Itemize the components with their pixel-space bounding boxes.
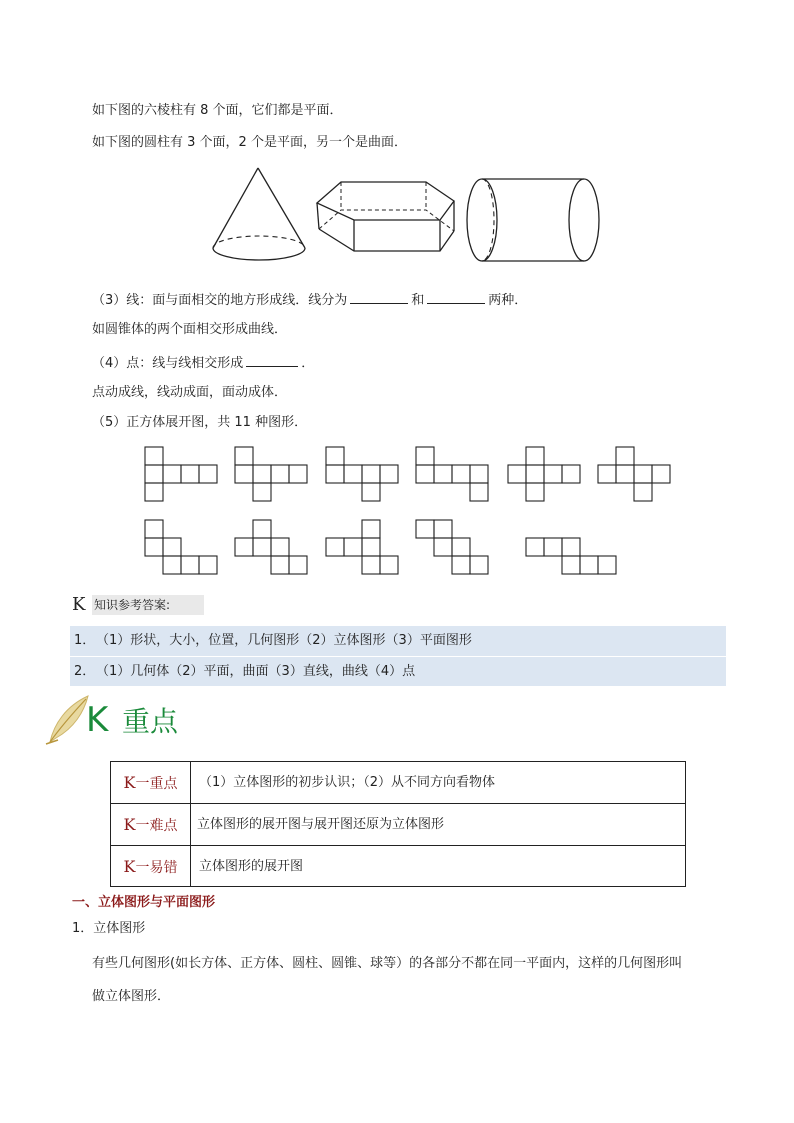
net-square <box>362 520 380 538</box>
line-types-note: 如圆锥体的两个面相交形成曲线． <box>92 322 288 337</box>
net-square <box>199 556 217 574</box>
net-square <box>526 483 544 501</box>
definition-paragraph-line-2: 做立体图形． <box>92 989 171 1004</box>
cube-net <box>526 538 616 574</box>
cube-net <box>326 447 398 501</box>
net-square <box>598 465 616 483</box>
key-row-difficulty: K一难点 立体图形的展开图与展开图还原为立体图形 <box>111 804 685 846</box>
net-square <box>163 556 181 574</box>
cube-net <box>145 447 217 501</box>
net-square <box>344 538 362 556</box>
net-square <box>434 538 452 556</box>
intro-line-cylinder: 如下图的圆柱有 3 个面，2 个是平面，另一个是曲面． <box>92 135 407 150</box>
net-square <box>634 483 652 501</box>
net-square <box>544 538 562 556</box>
cube-net <box>235 447 307 501</box>
answers-k-marker: K <box>72 594 86 615</box>
cube-net <box>416 447 488 501</box>
cube-net <box>598 447 670 501</box>
answer-item: 2． （1）几何体（2）平面，曲面（3）直线，曲线（4）点 <box>70 656 726 687</box>
cube-nets-title: （5）正方体展开图，共 11 种图形． <box>92 415 308 430</box>
net-square <box>526 447 544 465</box>
intro-line-hexagonal-prism: 如下图的六棱柱有 8 个面，它们都是平面． <box>92 103 343 118</box>
net-square <box>652 465 670 483</box>
net-square <box>562 556 580 574</box>
net-square <box>145 538 163 556</box>
net-square <box>380 465 398 483</box>
point-note: 点动成线，线动成面，面动成体． <box>92 385 288 400</box>
net-square <box>235 447 253 465</box>
net-square <box>508 465 526 483</box>
key-header-k: K <box>86 700 109 740</box>
net-square <box>145 483 163 501</box>
key-header-title: 重点 <box>122 705 179 738</box>
net-square <box>562 465 580 483</box>
net-square <box>452 465 470 483</box>
net-square <box>380 556 398 574</box>
key-row-focus: K一重点 （1）立体图形的初步认识；（2）从不同方向看物体 <box>111 762 685 804</box>
net-square <box>562 538 580 556</box>
net-square <box>235 465 253 483</box>
point-question: （4）点：线与线相交形成 ． <box>92 353 314 373</box>
net-square <box>452 538 470 556</box>
net-square <box>362 483 380 501</box>
net-square <box>145 465 163 483</box>
net-square <box>253 465 271 483</box>
net-square <box>271 465 289 483</box>
net-square <box>181 556 199 574</box>
net-square <box>544 465 562 483</box>
net-square <box>289 556 307 574</box>
subsection-title: 1．立体图形 <box>72 921 146 936</box>
answers-box <box>70 626 726 686</box>
net-square <box>253 483 271 501</box>
net-square <box>253 520 271 538</box>
net-square <box>634 465 652 483</box>
net-square <box>253 538 271 556</box>
key-points-table <box>110 761 686 887</box>
net-square <box>416 465 434 483</box>
net-square <box>326 447 344 465</box>
net-square <box>362 538 380 556</box>
net-square <box>434 465 452 483</box>
cube-net <box>416 520 488 574</box>
net-square <box>271 556 289 574</box>
net-square <box>616 447 634 465</box>
net-square <box>470 483 488 501</box>
net-square <box>271 538 289 556</box>
cube-net <box>145 520 217 574</box>
net-square <box>526 538 544 556</box>
net-square <box>181 465 199 483</box>
net-square <box>598 556 616 574</box>
net-square <box>362 556 380 574</box>
definition-paragraph-line-1: 有些几何图形(如长方体、正方体、圆柱、圆锥、球等）的各部分不都在同一平面内，这样的几何图形叫 <box>92 956 683 971</box>
net-square <box>470 556 488 574</box>
net-square <box>452 556 470 574</box>
net-square <box>416 520 434 538</box>
net-square <box>326 538 344 556</box>
net-square <box>416 447 434 465</box>
net-square <box>289 465 307 483</box>
net-square <box>199 465 217 483</box>
net-square <box>163 465 181 483</box>
answers-label: 知识参考答案: <box>92 595 204 615</box>
net-square <box>326 465 344 483</box>
section-title: 一、立体图形与平面图形 <box>72 895 216 910</box>
net-square <box>344 465 362 483</box>
net-square <box>163 538 181 556</box>
net-square <box>145 520 163 538</box>
net-square <box>434 520 452 538</box>
net-square <box>526 465 544 483</box>
net-square <box>145 447 163 465</box>
cube-net <box>508 447 580 501</box>
net-square <box>616 465 634 483</box>
key-row-pitfall: K一易错 立体图形的展开图 <box>111 846 685 888</box>
net-square <box>362 465 380 483</box>
answer-item: 1． （1）形状，大小，位置，几何图形（2）立体图形（3）平面图形 <box>74 633 472 648</box>
cube-net <box>235 520 307 574</box>
net-square <box>580 556 598 574</box>
net-square <box>235 538 253 556</box>
net-square <box>470 465 488 483</box>
line-types-question: （3）线：面与面相交的地方形成线．线分为 和 两种． <box>92 290 527 310</box>
cube-net <box>326 520 398 574</box>
